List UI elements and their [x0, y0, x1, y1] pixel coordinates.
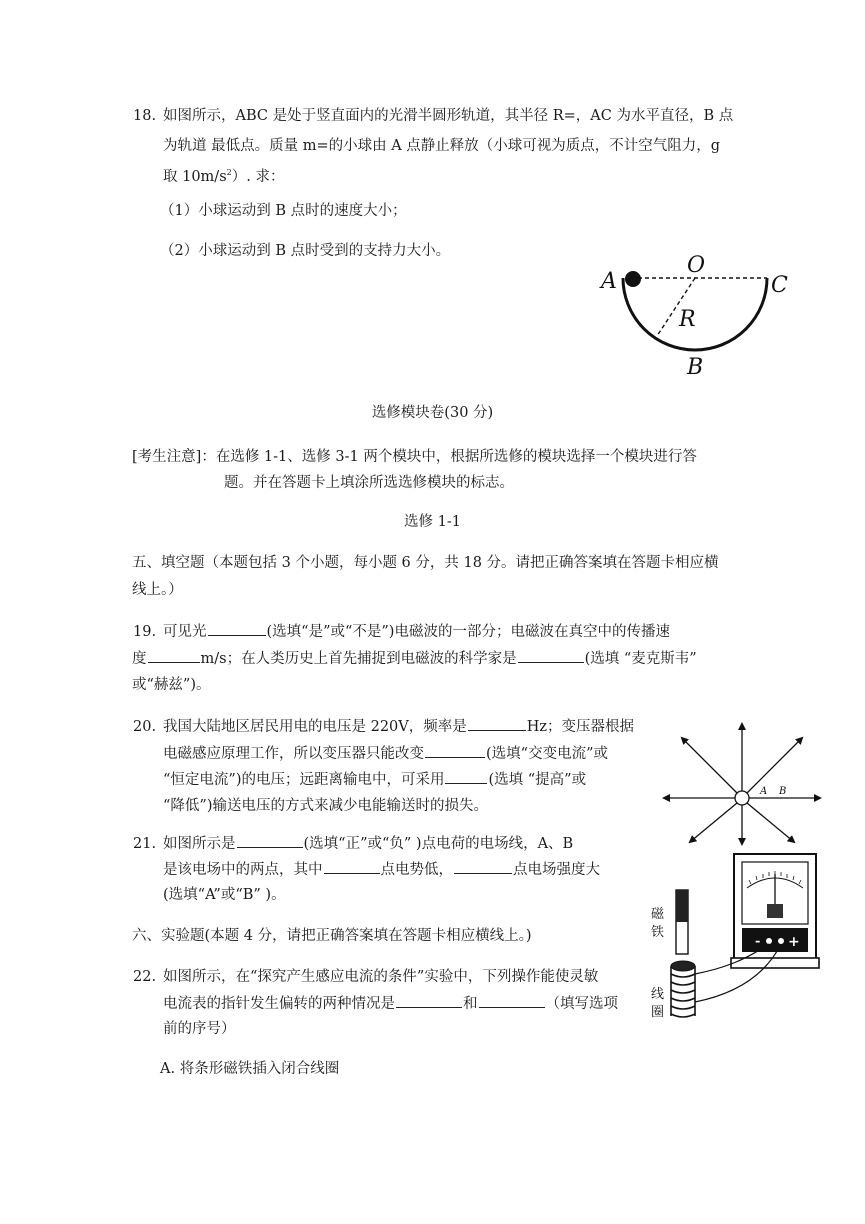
q20-text-1a: 我国大陆地区居民用电的电压是 220V，频率是 — [163, 719, 467, 735]
q18-number: 18. — [133, 108, 157, 124]
q20-number: 20. — [133, 719, 157, 735]
q19-text-2b: m/s；在人类历史上首先捕捉到电磁波的科学家是 — [200, 651, 517, 667]
q19-number: 19. — [133, 624, 157, 640]
q20-line-1 — [133, 716, 634, 737]
q19-line-2 — [132, 648, 697, 669]
q20-text-1b: Hz；变压器根据 — [526, 719, 635, 735]
q21-text-1b: (选填“正”或“负” )点电荷的电场线，A、B — [303, 836, 574, 852]
notice-line-2: 题。并在答题卡上填涂所选选修模块的标志。 — [224, 475, 514, 491]
q22-line-3: 前的序号） — [163, 1021, 236, 1037]
q21-line-1 — [133, 833, 573, 854]
label-R: R — [679, 307, 696, 332]
label-B: B — [687, 355, 704, 380]
q21-line-2 — [163, 859, 600, 880]
q18-line-3 — [163, 163, 284, 187]
q20-line-3 — [163, 769, 586, 790]
field-line-downright — [747, 803, 794, 842]
module-title: 选修 1-1 — [404, 514, 461, 530]
ball — [625, 271, 641, 287]
q22-text-2b: 和 — [463, 996, 478, 1012]
q21-blank-3[interactable] — [454, 859, 512, 874]
field-line-downleft — [690, 803, 737, 842]
label-C: C — [771, 273, 788, 298]
q19-blank-1[interactable] — [208, 621, 266, 636]
q18-superscript: 2 — [226, 168, 232, 177]
q19-text-2c: (选填 “麦克斯韦” — [584, 651, 697, 667]
field-line-upleft — [682, 738, 737, 793]
q18-text-2: 为轨道 最低点。质量 m=的小球由 A 点静止释放（小球可视为质点，不计空气阻力，g — [163, 138, 721, 154]
q22-text-1: 如图所示，在“探究产生感应电流的条件”实验中，下列操作能使灵敏 — [163, 969, 599, 985]
field-label-B: B — [779, 786, 787, 797]
q18-sub-1-text: （1）小球运动到 B 点时的速度大小； — [160, 203, 407, 219]
section5-line-1: 五、填空题（本题包括 3 个小题，每小题 6 分，共 18 分。请把正确答案填在答题卡相应横 — [132, 555, 719, 571]
q19-text-2a: 度 — [132, 651, 147, 667]
q20-blank-1[interactable] — [468, 716, 526, 731]
q21-text-2c: 点电场强度大 — [513, 862, 600, 878]
q18-line-2 — [163, 136, 720, 156]
galvanometer-base — [731, 958, 819, 968]
q22-blank-1[interactable] — [396, 993, 462, 1008]
q22-blank-2[interactable] — [479, 993, 545, 1008]
q20-text-3a: “恒定电流”)的电压；远距离输电中，可采用 — [163, 772, 445, 788]
q22-line-2 — [163, 993, 618, 1014]
terminal-right — [778, 938, 784, 944]
coil-label-1: 线 — [651, 987, 665, 1002]
magnet-label-1: 磁 — [651, 907, 665, 922]
coil-windings — [671, 966, 695, 1017]
elective-title: 选修模块卷(30 分) — [371, 405, 494, 421]
q18-text-3b: ）. 求： — [231, 168, 285, 185]
q18-sub-1 — [160, 201, 407, 221]
q19-line-3: 或“赫兹”)。 — [132, 677, 211, 693]
coil-top — [671, 961, 695, 971]
q19-blank-2[interactable] — [148, 648, 200, 663]
q20-text-2a: 电磁感应原理工作，所以变压器只能改变 — [163, 746, 424, 762]
q18-text-1: 如图所示，ABC 是处于竖直面内的光滑半圆形轨道，其半径 R=，AC 为水平直径，B 点 — [163, 108, 734, 124]
q18-sub-2 — [160, 241, 450, 261]
q21-line-3: (选填“A”或“B” )。 — [163, 887, 286, 903]
bar-magnet-pole — [676, 890, 688, 922]
magnet-label-2: 铁 — [651, 925, 665, 940]
field-label-A: A — [760, 786, 768, 797]
coil-label-2: 圈 — [651, 1005, 665, 1020]
terminal-plus: + — [788, 934, 800, 950]
galvanometer-figure — [645, 850, 825, 1025]
point-charge — [735, 791, 749, 805]
q20-line-2 — [163, 743, 608, 764]
galvanometer-mechanism — [767, 904, 783, 918]
section5-line-2: 线上。） — [132, 582, 183, 598]
q20-blank-3[interactable] — [445, 769, 487, 784]
q21-text-2a: 是该电场中的两点，其中 — [163, 862, 323, 878]
q19-text-1a: 可见光 — [163, 624, 207, 640]
q22-text-2a: 电流表的指针发生偏转的两种情况是 — [163, 996, 395, 1012]
q19-text-1b: (选填“是”或“不是”)电磁波的一部分；电磁波在真空中的传播速 — [266, 624, 670, 640]
q18-sub-2-text: （2）小球运动到 B 点时受到的支持力大小。 — [160, 243, 451, 259]
q19-line-1 — [133, 621, 670, 642]
q21-text-2b: 点电势低， — [380, 862, 453, 878]
q21-text-1a: 如图所示是 — [163, 836, 236, 852]
q22-text-2c: （填写选项 — [545, 996, 618, 1012]
terminal-minus: - — [755, 934, 761, 949]
q21-blank-1[interactable] — [237, 833, 303, 848]
q22-line-1 — [133, 967, 598, 987]
electric-field-figure — [660, 722, 825, 847]
notice-line-1: [考生注意]：在选修 1-1、选修 3-1 两个模块中，根据所选修的模块选择一个模块进行答 — [132, 449, 697, 465]
q21-number: 21. — [133, 836, 157, 852]
field-line-upright — [747, 738, 802, 793]
semicircle-track-figure — [593, 248, 833, 383]
label-O: O — [687, 253, 706, 278]
q19-blank-3[interactable] — [518, 648, 584, 663]
q22-option-a: A. 将条形磁铁插入闭合线圈 — [160, 1061, 340, 1077]
label-A: A — [601, 269, 617, 294]
q20-line-4: “降低”)输送电压的方式来减少电能输送时的损失。 — [163, 798, 488, 814]
q20-text-3b: (选填 “提高”或 — [488, 772, 587, 788]
q18-line-1 — [133, 106, 733, 126]
q18-text-3a: 取 10m/s — [163, 168, 227, 185]
q21-blank-2[interactable] — [324, 859, 380, 874]
q20-text-2b: (选填“交变电流”或 — [486, 746, 608, 762]
section6-heading: 六、实验题(本题 4 分，请把正确答案填在答题卡相应横线上。) — [132, 928, 532, 944]
terminal-left — [766, 938, 772, 944]
q22-number: 22. — [133, 969, 157, 985]
q20-blank-2[interactable] — [425, 743, 485, 758]
